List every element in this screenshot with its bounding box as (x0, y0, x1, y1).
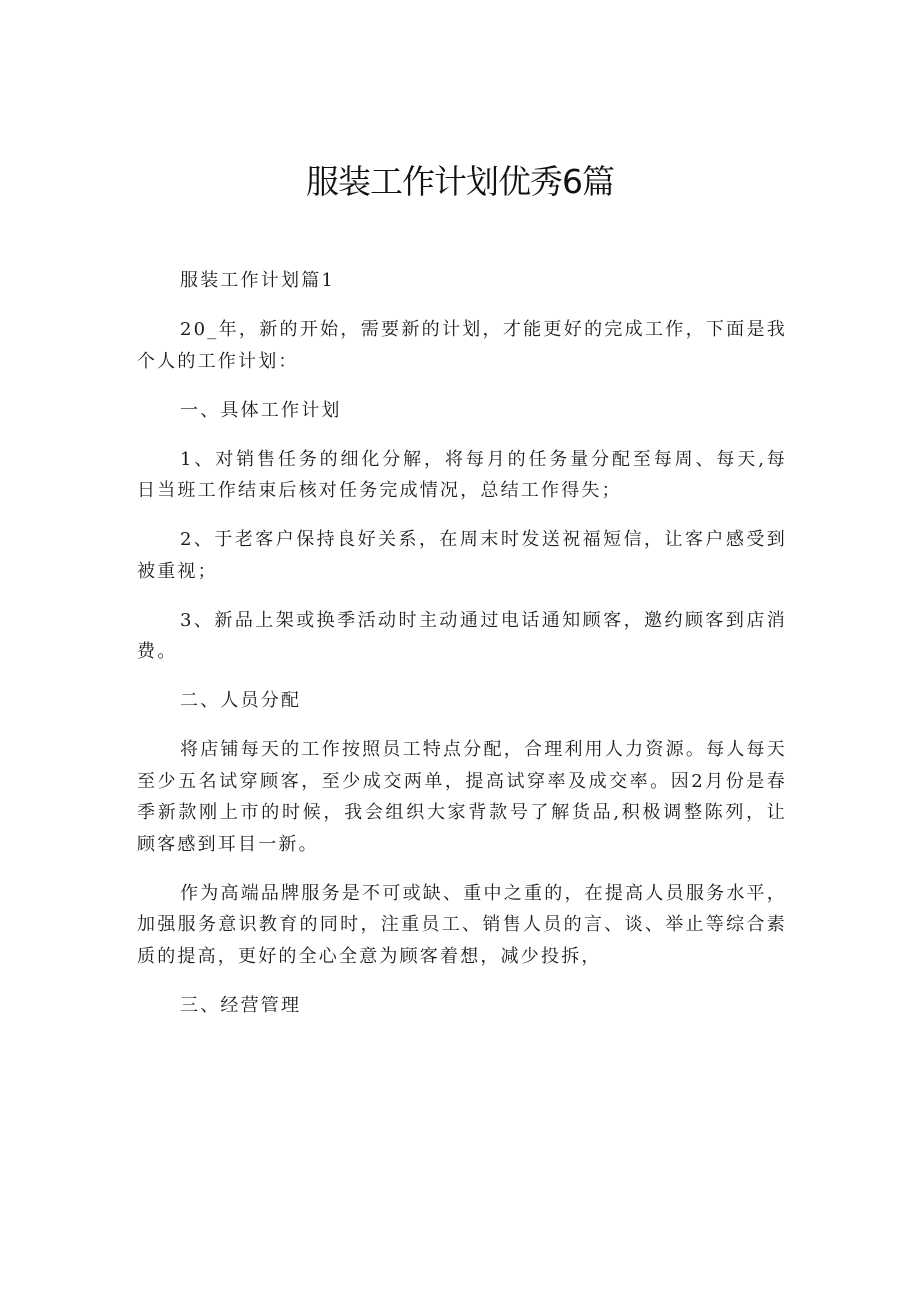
document-body (137, 265, 787, 1039)
section-heading-staff-allocation: 二、人员分配 (180, 690, 302, 711)
plan-item-1: 1、对销售任务的细化分解，将每月的任务量分配至每周、每天,每日当班工作结束后核对任务完成情况，总结工作得失； (137, 448, 787, 501)
plan-item-2: 2、于老客户保持良好关系，在周末时发送祝福短信，让客户感受到被重视； (137, 529, 787, 582)
section-heading-business-management: 三、经营管理 (180, 994, 302, 1016)
section-heading-plan-1: 服装工作计划篇1 (180, 270, 336, 291)
staff-allocation-paragraph: 将店铺每天的工作按照员工特点分配，合理利用人力资源。每人每天至少五名试穿顾客，至少成交两单，提高试穿率及成交率。因2月份是春季新款刚上市的时候，我会组织大家背款号了解货品,积极调整陈列，让顾客感到耳目一新。 (137, 739, 787, 855)
document-title: 服装工作计划优秀6篇 (306, 162, 614, 201)
service-paragraph: 作为高端品牌服务是不可或缺、重中之重的，在提高人员服务水平，加强服务意识教育的同时，注重员工、销售人员的言、谈、举止等综合素质的提高，更好的全心全意为顾客着想，减少投拆， (137, 882, 787, 967)
section-heading-specific-plan: 一、具体工作计划 (180, 399, 342, 421)
plan-item-3: 3、新品上架或换季活动时主动通过电话通知顾客，邀约顾客到店消费。 (137, 609, 787, 662)
intro-paragraph: 20_年，新的开始，需要新的计划，才能更好的完成工作，下面是我个人的工作计划： (137, 319, 787, 372)
